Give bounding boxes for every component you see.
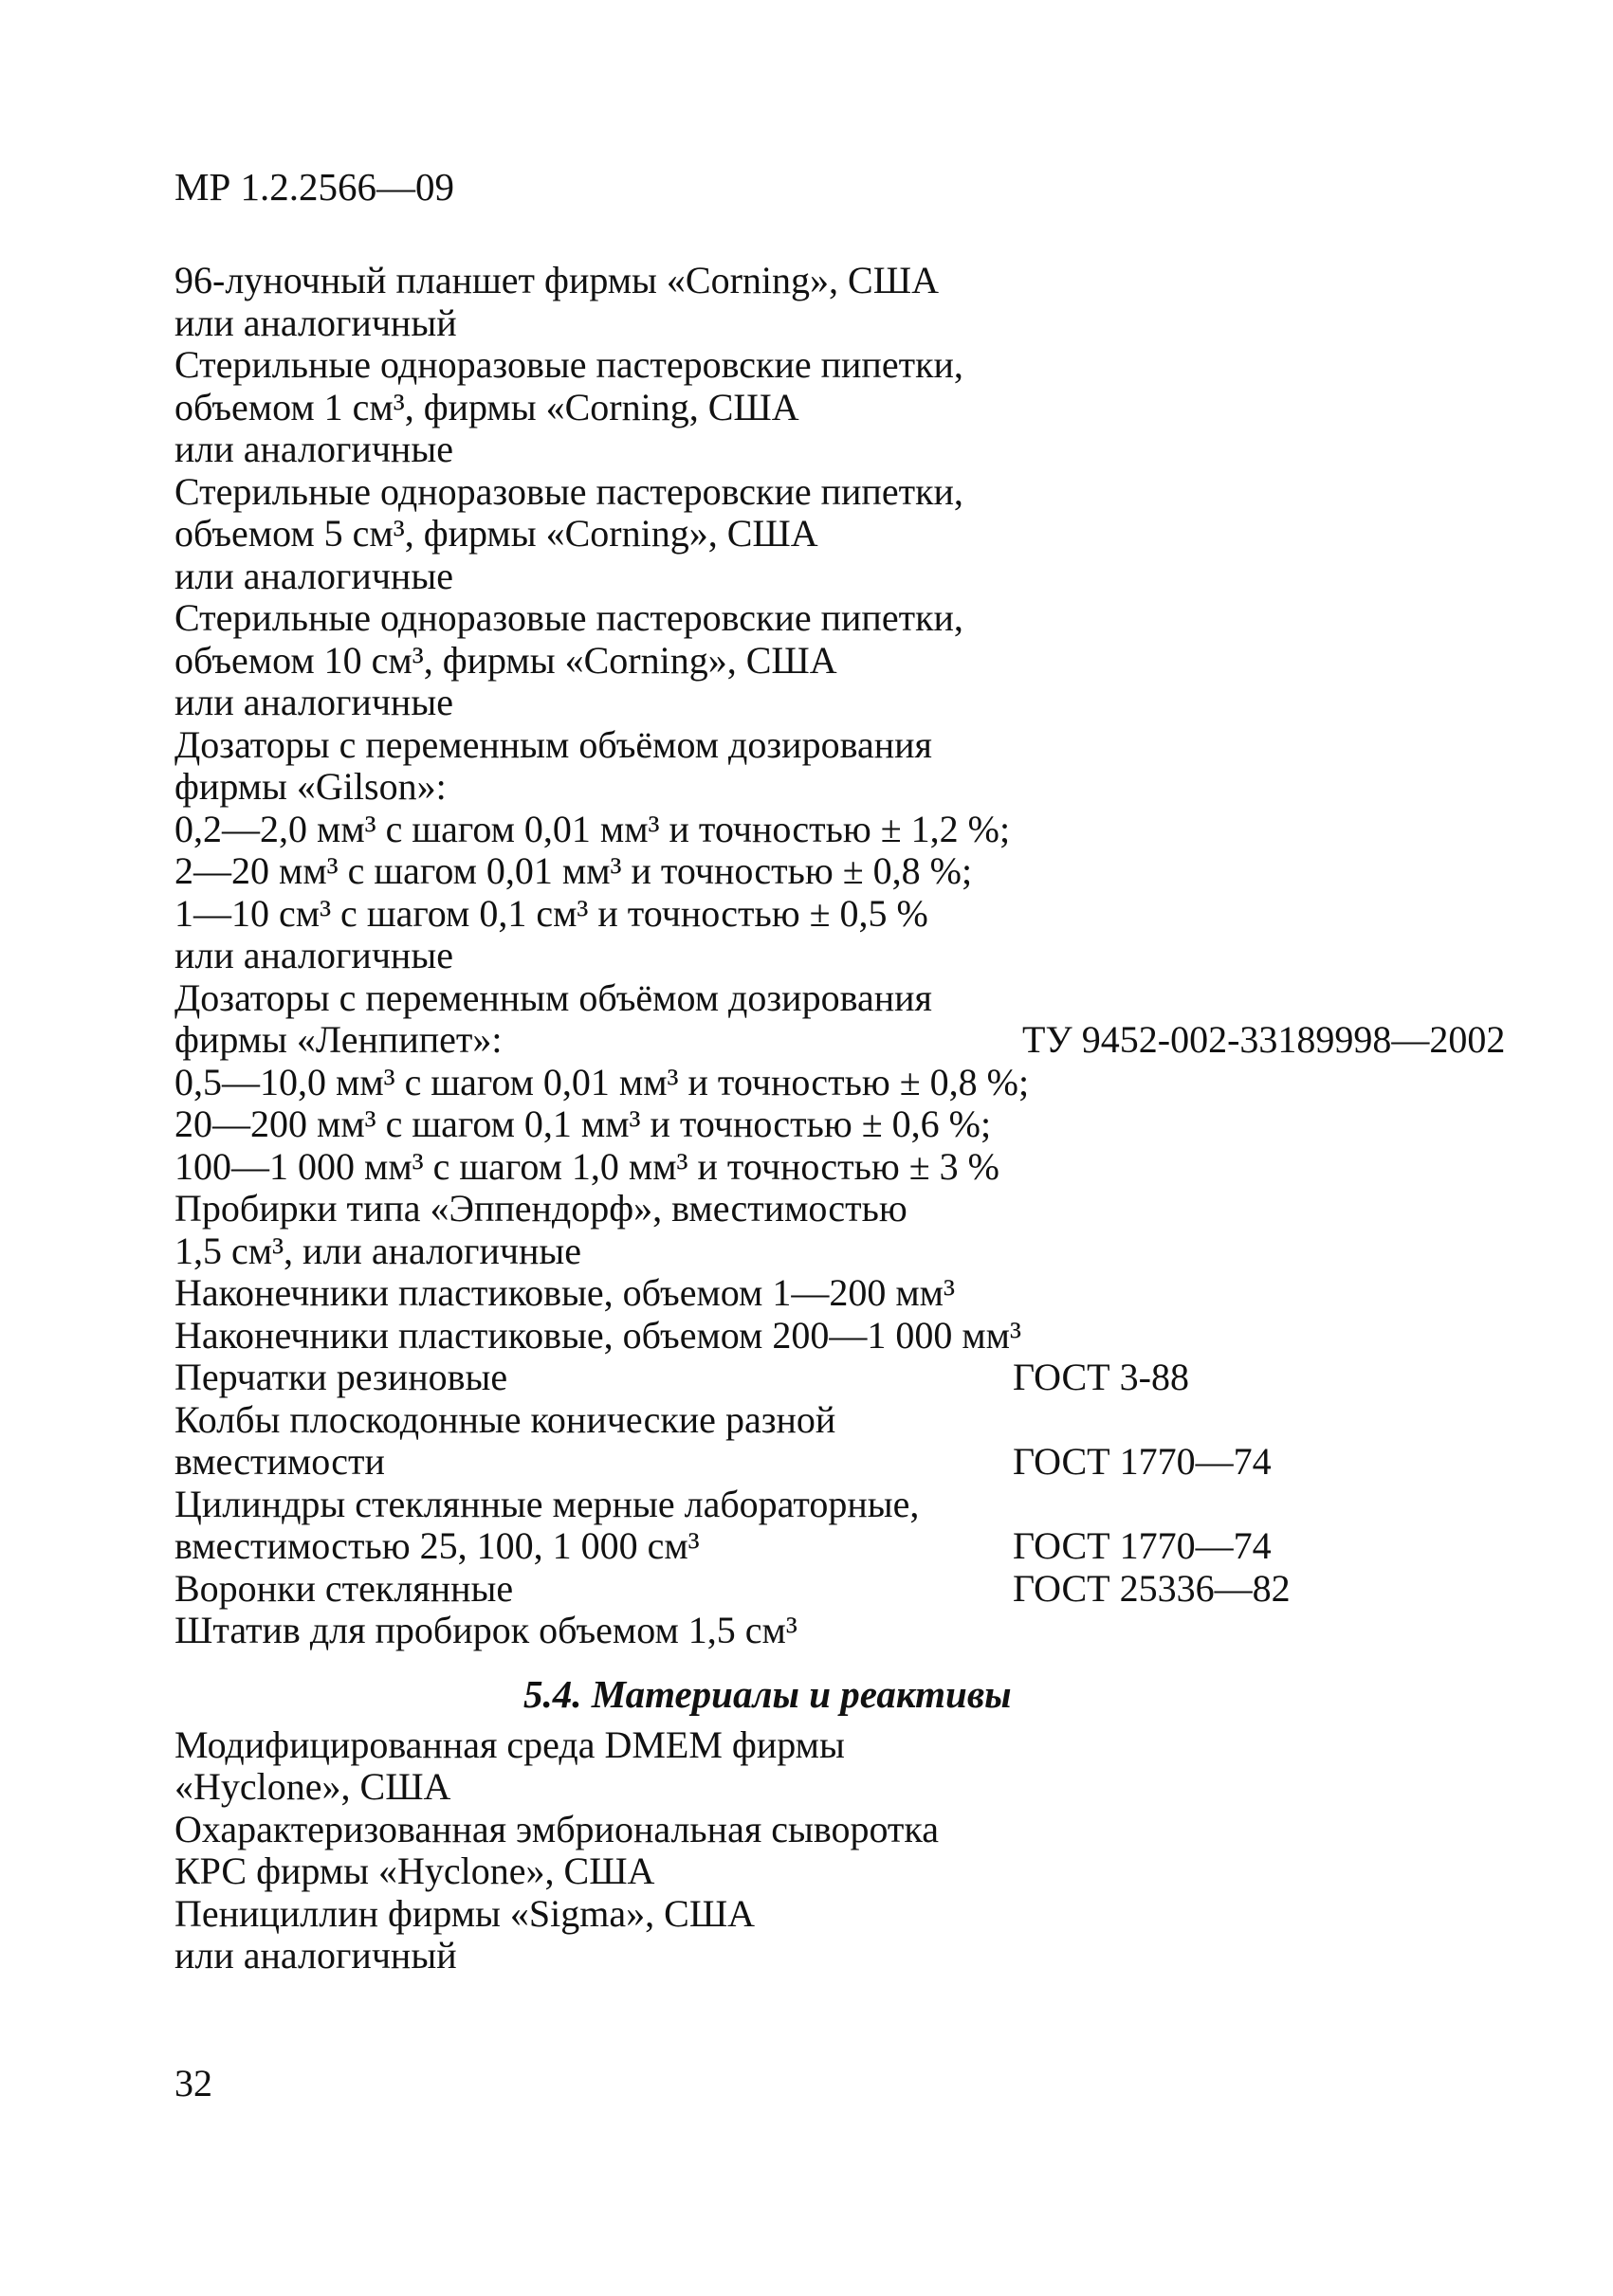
list-line	[174, 471, 1502, 514]
line-text: или аналогичный	[174, 1934, 457, 1977]
line-text: 0,5—10,0 мм³ с шагом 0,01 мм³ и точностью ± 0,8 %;	[174, 1060, 1030, 1103]
line-text: 20—200 мм³ с шагом 0,1 мм³ и точностью ± 0,6 %;	[174, 1102, 992, 1145]
list-line	[174, 1809, 1502, 1851]
line-text: вместимости	[174, 1440, 385, 1483]
materials-list	[174, 1724, 1502, 1977]
line-text: Наконечники пластиковые, объемом 200—1 000 мм³	[174, 1313, 1021, 1357]
list-line	[174, 809, 1502, 851]
section-heading	[174, 1652, 1124, 1724]
list-line	[174, 597, 1502, 640]
standard-reference: ГОСТ 25336—82	[1013, 1566, 1291, 1610]
list-line	[174, 1893, 1502, 1936]
list-line	[174, 387, 1502, 429]
list-line	[174, 1103, 1502, 1146]
list-line	[174, 640, 1502, 683]
line-text: объемом 5 см³, фирмы «Corning», США	[174, 512, 818, 555]
line-text: фирмы «Gilson»:	[174, 765, 447, 808]
list-line	[174, 260, 1502, 302]
line-text: Пенициллин фирмы «Sigma», США	[174, 1891, 756, 1935]
line-text: Воронки стеклянные	[174, 1566, 514, 1610]
line-text: или аналогичные	[174, 554, 453, 597]
line-text: Стерильные одноразовые пастеровские пипетки,	[174, 343, 963, 386]
list-line	[174, 1357, 1502, 1399]
line-text: или аналогичные	[174, 428, 453, 470]
standard-reference: ГОСТ 1770—74	[1013, 1440, 1272, 1483]
list-line	[174, 1484, 1502, 1526]
line-text: объемом 1 см³, фирмы «Corning, США	[174, 385, 799, 428]
list-line	[174, 977, 1502, 1020]
list-line	[174, 893, 1502, 936]
line-text: Охарактеризованная эмбриональная сыворотка	[174, 1807, 939, 1850]
list-line	[174, 428, 1502, 471]
list-line	[174, 1766, 1502, 1809]
list-line	[174, 724, 1502, 767]
line-text: или аналогичные	[174, 934, 453, 976]
line-text: Штатив для пробирок объемом 1,5 см³	[174, 1609, 797, 1651]
list-line	[174, 302, 1502, 345]
line-text: КРС фирмы «Hyclone», США	[174, 1850, 655, 1892]
list-line	[174, 1441, 1502, 1484]
list-line	[174, 1724, 1502, 1767]
line-text: 0,2—2,0 мм³ с шагом 0,01 мм³ и точностью ± 1,2 %;	[174, 807, 1011, 850]
line-text: вместимостью 25, 100, 1 000 см³	[174, 1524, 700, 1567]
list-line	[174, 1188, 1502, 1230]
line-text: 1,5 см³, или аналогичные	[174, 1229, 582, 1272]
list-line	[174, 1610, 1502, 1652]
line-text: Дозаторы с переменным объёмом дозирования	[174, 722, 932, 766]
line-text: 100—1 000 мм³ с шагом 1,0 мм³ и точностью ± 3 %	[174, 1144, 999, 1188]
standard-reference: ТУ 9452-002-33189998—2002	[1022, 1018, 1506, 1061]
line-text: Стерильные одноразовые пастеровские пипетки,	[174, 469, 963, 513]
standard-reference: ГОСТ 3-88	[1013, 1356, 1189, 1398]
list-line	[174, 1935, 1502, 1977]
equipment-list	[174, 259, 1506, 1652]
list-line	[174, 1230, 1502, 1273]
list-line	[174, 1146, 1502, 1189]
line-text: Наконечники пластиковые, объемом 1—200 мм³	[174, 1271, 955, 1314]
list-line	[174, 344, 1502, 387]
line-text: Стерильные одноразовые пастеровские пипетки,	[174, 596, 963, 639]
list-line	[174, 1018, 1506, 1062]
line-text: фирмы «Ленпипет»:	[174, 1018, 503, 1061]
line-text: Модифицированная среда DMEM фирмы	[174, 1722, 845, 1766]
list-line	[174, 1399, 1502, 1442]
line-text: 2—20 мм³ с шагом 0,01 мм³ и точностью ± 0,8 %;	[174, 849, 973, 892]
line-text: Пробирки типа «Эппендорф», вместимостью	[174, 1187, 907, 1230]
content-body	[174, 259, 1506, 1977]
list-line	[174, 1850, 1502, 1893]
page-number: 32	[174, 2062, 212, 2105]
line-text: Перчатки резиновые	[174, 1356, 508, 1398]
list-line	[174, 1525, 1502, 1568]
line-text: или аналогичный	[174, 301, 457, 344]
list-line	[174, 766, 1502, 809]
line-text: Цилиндры стеклянные мерные лабораторные,	[174, 1482, 920, 1525]
list-line	[174, 1568, 1502, 1611]
line-text: объемом 10 см³, фирмы «Corning», США	[174, 638, 837, 682]
list-line	[174, 1062, 1502, 1104]
list-line	[174, 1272, 1502, 1315]
list-line	[174, 513, 1502, 556]
line-text: 1—10 см³ с шагом 0,1 см³ и точностью ± 0,5 %	[174, 891, 928, 935]
list-line	[174, 682, 1502, 724]
line-text: или аналогичные	[174, 681, 453, 723]
document-code: МР 1.2.2566—09	[174, 165, 455, 209]
list-line	[174, 556, 1502, 598]
line-text: Дозаторы с переменным объёмом дозирования	[174, 975, 932, 1019]
list-line	[174, 935, 1502, 977]
standard-reference: ГОСТ 1770—74	[1013, 1524, 1272, 1567]
line-text: 96-луночный планшет фирмы «Corning», США	[174, 259, 939, 301]
section-title: 5.4. Материалы и реактивы	[523, 1671, 1012, 1716]
line-text: Колбы плоскодонные конические разной	[174, 1397, 836, 1441]
list-line	[174, 850, 1502, 893]
list-line	[174, 1315, 1502, 1358]
line-text: «Hyclone», США	[174, 1765, 451, 1808]
